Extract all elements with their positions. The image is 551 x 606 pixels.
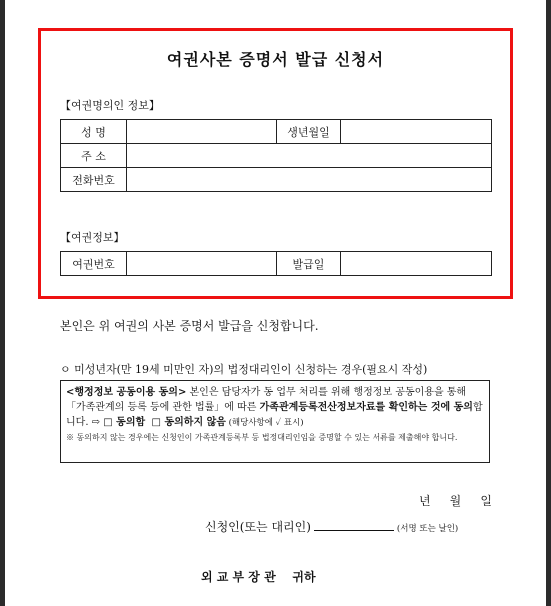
consent-text-2: 합니다. ⇨ xyxy=(66,402,483,428)
holder-info-table xyxy=(60,119,492,192)
agree-checkbox[interactable]: □ 동의함 xyxy=(103,417,146,428)
passport-number-cell[interactable] xyxy=(127,252,277,276)
birth-value-cell[interactable] xyxy=(341,120,492,144)
passport-number-label: 여권번호 xyxy=(61,252,127,276)
name-value-cell[interactable] xyxy=(127,120,277,144)
consent-bold-text: 가족관계등록전산정보자료를 확인하는 것에 동의 xyxy=(259,402,473,413)
consent-text-1: 본인은 담당자가 동 업무 처리를 위해 행정정보 공동이용을 통해 「가족관계의 등록 등에 관한 법률」에 따른 xyxy=(66,387,467,413)
sign-hint: (서명 또는 날인) xyxy=(396,524,459,534)
issue-date-cell[interactable] xyxy=(341,252,492,276)
recipient: 외 교 부 장 관 귀하 xyxy=(201,570,316,584)
document-page xyxy=(5,0,546,606)
disagree-checkbox[interactable]: □ 동의하지 않음 xyxy=(151,417,226,428)
applicant-line xyxy=(205,518,458,535)
passport-info-table xyxy=(60,251,492,276)
consent-heading: <행정정보 공동이용 동의> xyxy=(66,387,187,398)
application-statement: 본인은 위 여권의 사본 증명서 발급을 신청합니다. xyxy=(60,319,319,333)
applicant-label: 신청인(또는 대리인) xyxy=(205,520,311,534)
signature-line[interactable] xyxy=(314,521,394,531)
name-label: 성 명 xyxy=(61,120,127,144)
check-hint: (해당사항에 ✓ 표시) xyxy=(225,418,304,428)
minor-guardian-note: ㅇ 미성년자(만 19세 미만인 자)의 법정대리인이 신청하는 경우(필요시 작성) xyxy=(60,363,428,376)
passport-section-heading: 【여권정보】 xyxy=(60,231,125,244)
issue-date-label: 발급일 xyxy=(277,252,341,276)
consent-box xyxy=(60,380,490,463)
address-label: 주 소 xyxy=(61,144,127,168)
consent-footnote: ※ 동의하지 않는 경우에는 신청인이 가족관계등록부 등 법정대리인임을 증명할 수 있는 서류를 제출해야 합니다. xyxy=(66,433,458,442)
date-line: 년 월 일 xyxy=(419,494,492,508)
birth-label: 생년월일 xyxy=(277,120,341,144)
phone-value-cell[interactable] xyxy=(127,168,492,192)
phone-label: 전화번호 xyxy=(61,168,127,192)
holder-section-heading: 【여권명의인 정보】 xyxy=(60,99,160,112)
address-value-cell[interactable] xyxy=(127,144,492,168)
form-title: 여권사본 증명서 발급 신청서 xyxy=(166,50,385,69)
